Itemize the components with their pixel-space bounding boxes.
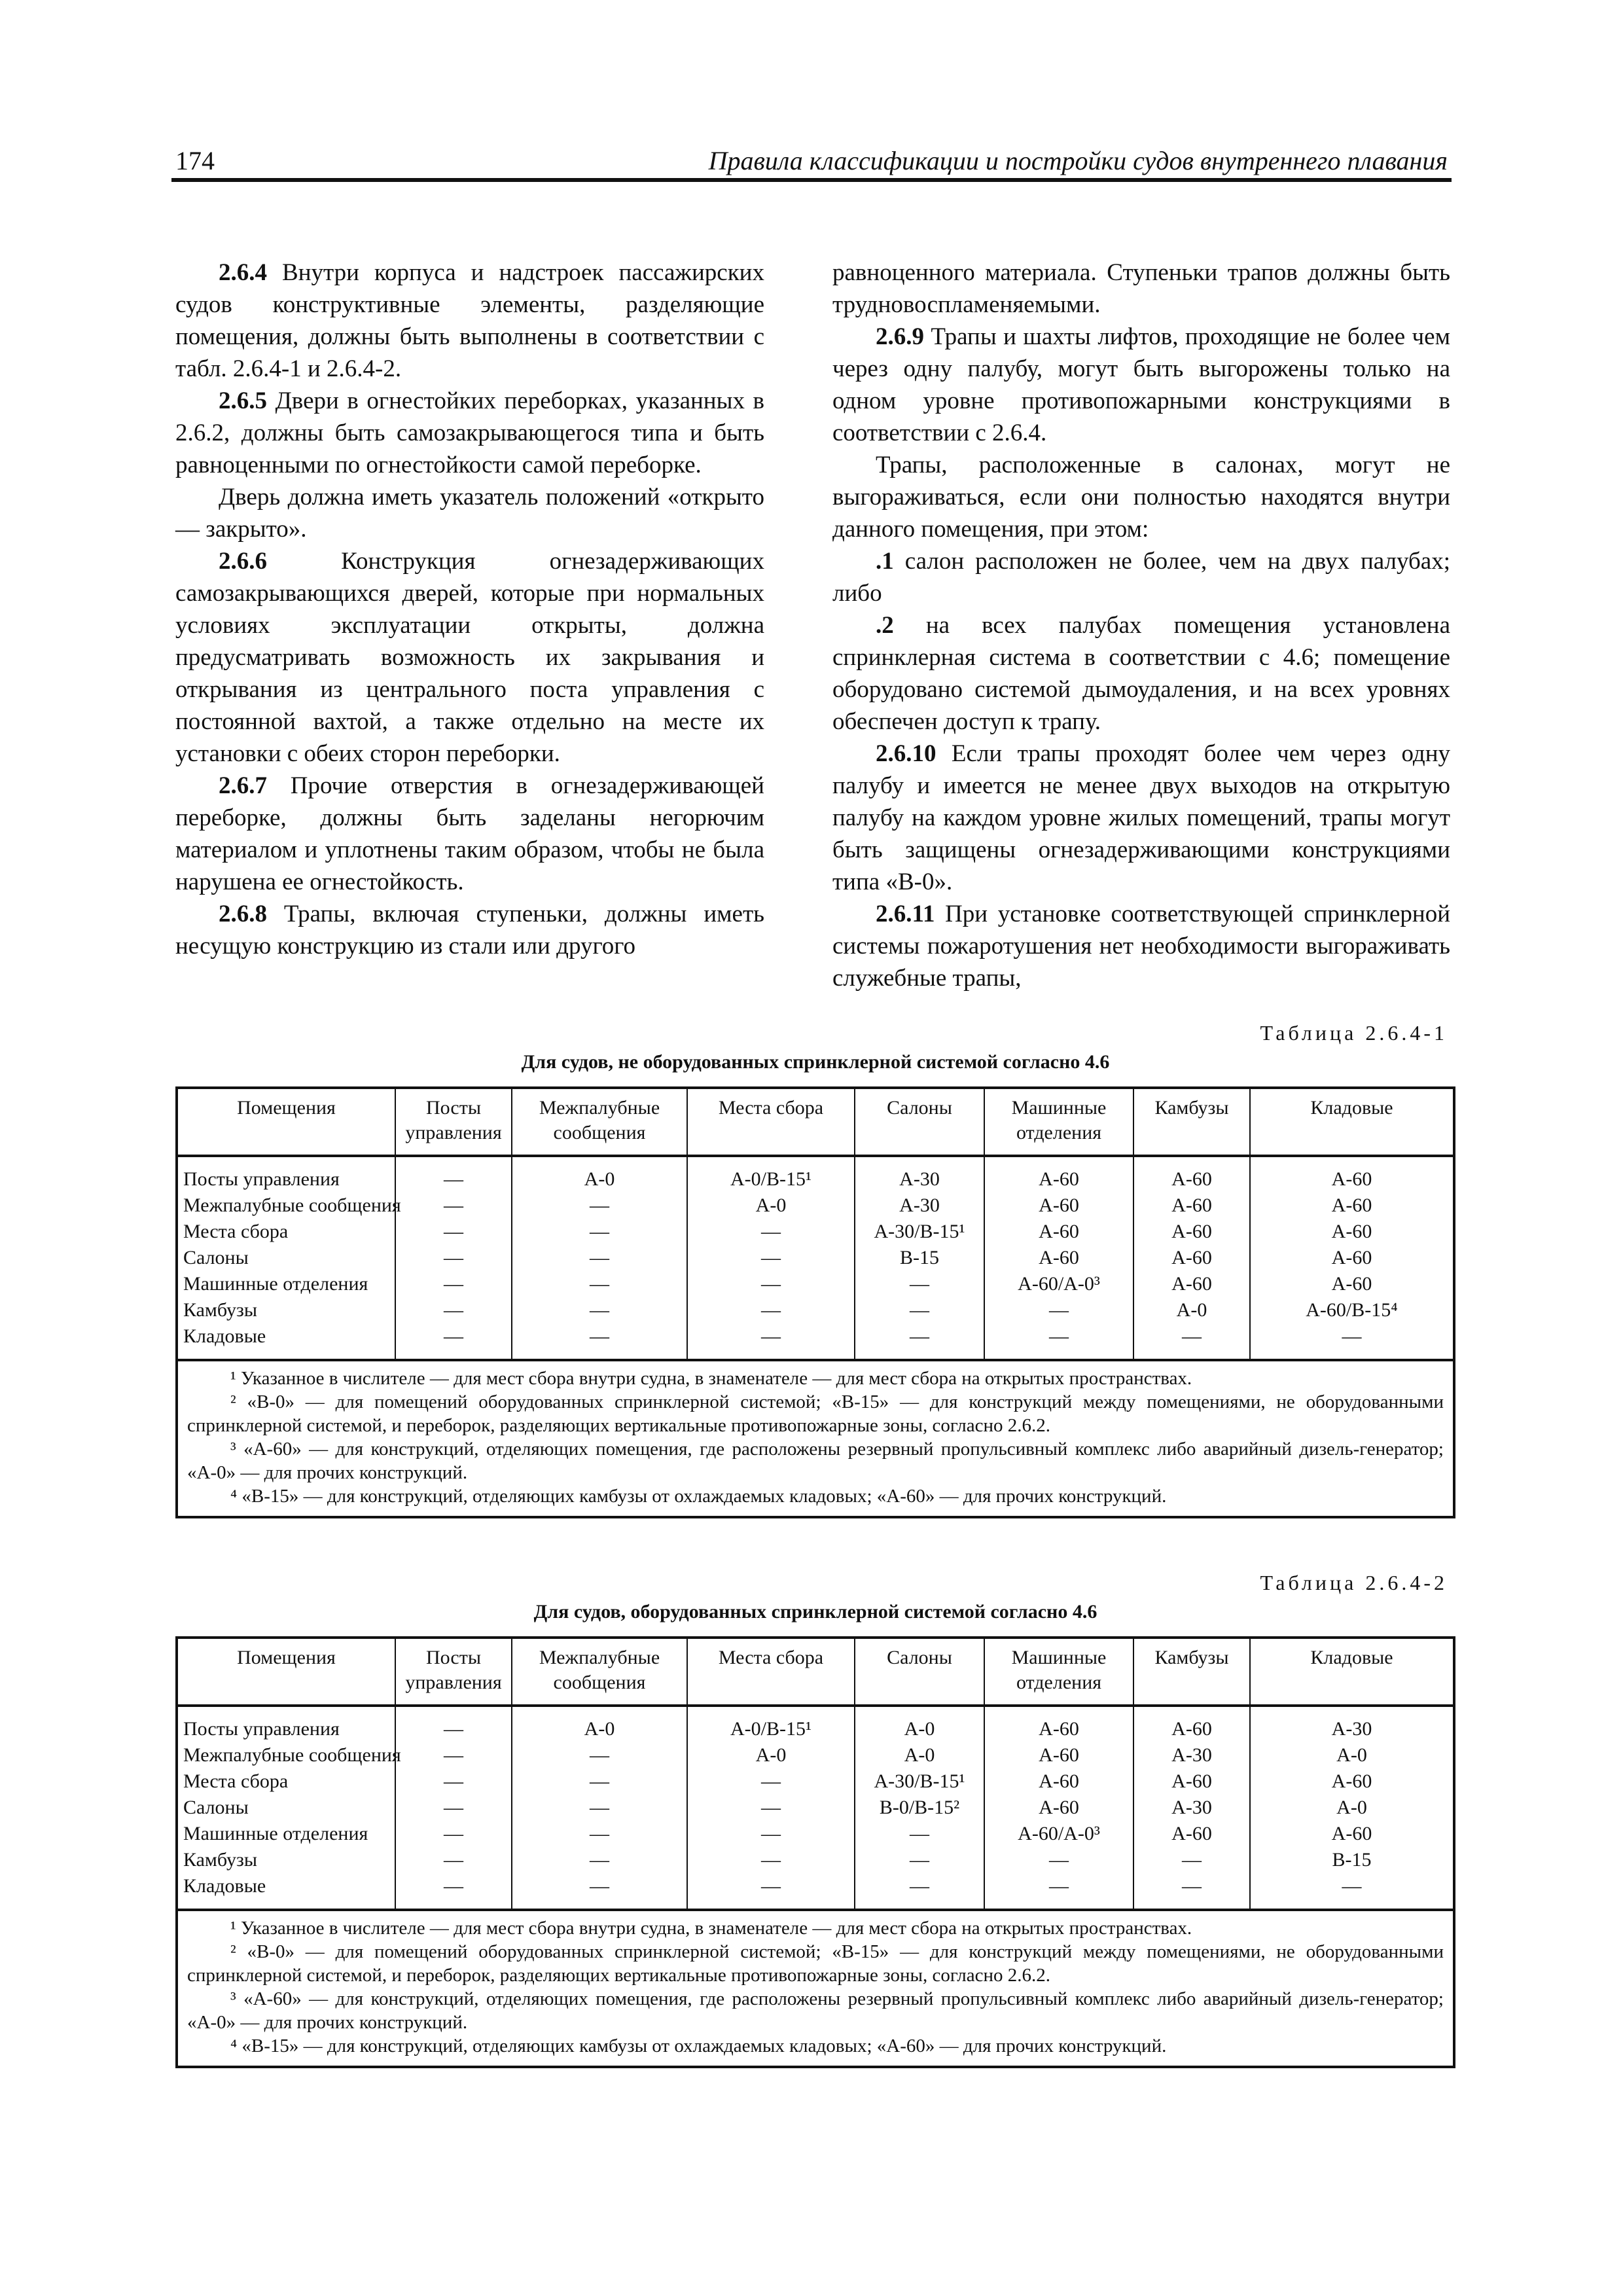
column-header: Места сбора xyxy=(687,1639,855,1706)
rating-cell: — xyxy=(395,1271,512,1297)
table-1-label: Таблица 2.6.4-1 xyxy=(1260,1021,1448,1045)
paragraph-text: Прочие отверстия в огнезадерживающей переборке, должны быть заделаны негорючим материалом и уплотнены таким образом, чтобы не была нарушена ее огнестойкость. xyxy=(175,772,764,895)
rating-cell: А-60 xyxy=(984,1706,1133,1742)
room-name: Машинные отделения xyxy=(178,1271,395,1297)
paragraph xyxy=(832,321,1450,449)
room-name: Салоны xyxy=(178,1245,395,1271)
rating-cell: А-30/В-15¹ xyxy=(855,1219,984,1245)
column-header: Помещения xyxy=(178,1089,395,1156)
column-header: Посты управления xyxy=(395,1089,512,1156)
table-row xyxy=(178,1742,1453,1768)
table-row xyxy=(178,1193,1453,1219)
column-header: Кладовые xyxy=(1310,1647,1393,1668)
rating-cell: — xyxy=(855,1297,984,1323)
rating-cell: А-60 xyxy=(984,1795,1133,1821)
rating-cell: А-60 xyxy=(984,1768,1133,1795)
room-name: Машинные отделения xyxy=(178,1821,395,1847)
rating-cell: А-0/В-15¹ xyxy=(687,1156,855,1193)
rating-cell: А-0 xyxy=(855,1706,984,1742)
rating-cell: А-30 xyxy=(1331,1718,1372,1740)
rating-cell: — xyxy=(512,1873,687,1909)
table-footnotes xyxy=(178,1359,1453,1516)
paragraph xyxy=(832,449,1450,545)
table-row xyxy=(178,1873,1453,1909)
rating-cell: А-60 xyxy=(1133,1768,1250,1795)
rating-cell: А-60 xyxy=(1331,1770,1372,1792)
table-footnotes xyxy=(178,1909,1453,2066)
rating-cell: — xyxy=(512,1193,687,1219)
room-name: Кладовые xyxy=(178,1873,395,1909)
clause-number: .1 xyxy=(876,548,894,575)
room-name: Посты управления xyxy=(178,1706,395,1742)
rating-cell: А-30/В-15¹ xyxy=(855,1768,984,1795)
rating-cell: — xyxy=(687,1219,855,1245)
table-row xyxy=(178,1706,1453,1742)
paragraph xyxy=(175,481,764,545)
rating-cell: — xyxy=(512,1795,687,1821)
footnote: ³ «А-60» — для конструкций, отделяющих помещения, где расположены резервный пропульсивный комплекс либо аварийный дизель-генератор; «А-0» — для прочих конструкций. xyxy=(187,1439,1444,1483)
left-column xyxy=(175,257,764,962)
rating-cell: — xyxy=(1133,1847,1250,1873)
rating-cell: А-60/В-15⁴ xyxy=(1306,1299,1398,1321)
table-2 xyxy=(175,1636,1455,2068)
clause-number: 2.6.5 xyxy=(219,387,267,414)
column-header: Кладовые xyxy=(1310,1097,1393,1119)
rating-cell: — xyxy=(687,1847,855,1873)
rating-cell: — xyxy=(512,1297,687,1323)
clause-number: 2.6.7 xyxy=(219,772,267,799)
column-header: Камбузы xyxy=(1133,1639,1250,1706)
rating-cell: — xyxy=(512,1742,687,1768)
rating-cell: — xyxy=(687,1821,855,1847)
room-name: Камбузы xyxy=(178,1847,395,1873)
paragraph-text: Трапы и шахты лифтов, проходящие не более чем через одну палубу, могут быть выгорожены только на одном уровне противопожарными конструкциями в соответствии с 2.6.4. xyxy=(832,323,1450,446)
rating-cell: А-60 xyxy=(1331,1823,1372,1844)
rating-cell: — xyxy=(687,1795,855,1821)
rating-cell: А-60 xyxy=(1331,1194,1372,1216)
clause-number: 2.6.9 xyxy=(876,323,924,350)
rating-cell: — xyxy=(395,1795,512,1821)
rating-cell: А-60 xyxy=(984,1156,1133,1193)
rating-cell: — xyxy=(984,1847,1133,1873)
rating-cell: — xyxy=(512,1821,687,1847)
paragraph-text: на всех палубах помещения установлена спринклерная система в соответствии с 4.6; помещение оборудовано системой дымоудаления, и на всех уровнях обеспечен доступ к трапу. xyxy=(832,612,1450,735)
rating-cell: — xyxy=(512,1271,687,1297)
column-header: Межпалубные сообщения xyxy=(512,1639,687,1706)
room-name: Посты управления xyxy=(178,1156,395,1193)
rating-cell: А-0 xyxy=(687,1742,855,1768)
table-row xyxy=(178,1271,1453,1297)
rating-cell: — xyxy=(395,1193,512,1219)
rating-cell: А-60 xyxy=(1331,1221,1372,1242)
rating-cell: — xyxy=(687,1768,855,1795)
rating-cell: А-60 xyxy=(1133,1219,1250,1245)
rating-cell: — xyxy=(395,1323,512,1359)
rating-cell: А-60 xyxy=(1133,1271,1250,1297)
paragraph xyxy=(832,545,1450,609)
table-2-title: Для судов, оборудованных спринклерной системой согласно 4.6 xyxy=(533,1601,1097,1623)
rating-cell: — xyxy=(395,1156,512,1193)
rating-cell: — xyxy=(855,1271,984,1297)
room-name: Салоны xyxy=(178,1795,395,1821)
rating-cell: — xyxy=(855,1821,984,1847)
rating-cell: — xyxy=(855,1873,984,1909)
table-1 xyxy=(175,1086,1455,1518)
rating-cell: — xyxy=(687,1323,855,1359)
rating-cell: — xyxy=(512,1245,687,1271)
rating-cell: — xyxy=(395,1297,512,1323)
rating-cell: — xyxy=(687,1297,855,1323)
rating-cell: — xyxy=(512,1768,687,1795)
rating-cell: — xyxy=(395,1706,512,1742)
paragraph-text: Двери в огнестойких переборках, указанных в 2.6.2, должны быть самозакрывающегося типа и быть равноценными по огнестойкости самой переборке. xyxy=(175,387,764,478)
rating-cell: А-60 xyxy=(1133,1706,1250,1742)
footnote: ³ «А-60» — для конструкций, отделяющих помещения, где расположены резервный пропульсивный комплекс либо аварийный дизель-генератор; «А-0» — для прочих конструкций. xyxy=(187,1988,1444,2033)
paragraph xyxy=(175,770,764,898)
rating-cell: — xyxy=(687,1245,855,1271)
column-header: Камбузы xyxy=(1133,1089,1250,1156)
rating-cell: В-15 xyxy=(855,1245,984,1271)
table-1-title: Для судов, не оборудованных спринклерной системой согласно 4.6 xyxy=(521,1051,1110,1073)
table-row xyxy=(178,1821,1453,1847)
table-row xyxy=(178,1156,1453,1193)
footnote: ² «В-0» — для помещений оборудованных спринклерной системой; «В-15» — для конструкций между помещениями, не оборудованными спринклерной системой, и переборок, разделяющих вертикальные противопожарные зоны, согласно 2.6.2. xyxy=(187,1941,1444,1986)
room-name: Межпалубные сообщения xyxy=(178,1742,395,1768)
column-header: Машинные отделения xyxy=(984,1089,1133,1156)
table-row xyxy=(178,1795,1453,1821)
rating-cell: А-0 xyxy=(855,1742,984,1768)
rating-cell: А-60 xyxy=(984,1245,1133,1271)
column-header: Салоны xyxy=(855,1639,984,1706)
column-header: Межпалубные сообщения xyxy=(512,1089,687,1156)
paragraph xyxy=(175,385,764,481)
table-2-label: Таблица 2.6.4-2 xyxy=(1260,1571,1448,1594)
column-header: Помещения xyxy=(178,1639,395,1706)
rating-cell: А-60 xyxy=(984,1193,1133,1219)
clause-number: 2.6.8 xyxy=(219,901,267,927)
rating-cell: А-30 xyxy=(855,1156,984,1193)
column-header: Посты управления xyxy=(395,1639,512,1706)
paragraph xyxy=(832,609,1450,738)
running-title: Правила классификации и постройки судов внутреннего плавания xyxy=(708,146,1448,175)
paragraph-text: Трапы, включая ступеньки, должны иметь несущую конструкцию из стали или другого xyxy=(175,901,764,960)
footnote: ⁴ «В-15» — для конструкций, отделяющих камбузы от охлаждаемых кладовых; «А-60» — для прочих конструкций. xyxy=(230,2036,1167,2056)
clause-number: 2.6.6 xyxy=(219,548,267,575)
rating-cell: — xyxy=(984,1873,1133,1909)
table-row xyxy=(178,1323,1453,1359)
table-row xyxy=(178,1768,1453,1795)
rating-cell: А-60 xyxy=(1331,1273,1372,1295)
rating-cell: А-0 xyxy=(1336,1744,1367,1766)
rating-cell: А-60 xyxy=(1133,1821,1250,1847)
right-column xyxy=(832,257,1450,994)
paragraph xyxy=(832,738,1450,898)
rating-cell: — xyxy=(984,1323,1133,1359)
rating-cell: — xyxy=(512,1847,687,1873)
clause-number: .2 xyxy=(876,612,894,639)
paragraph xyxy=(175,257,764,385)
fire-rating-table xyxy=(178,1639,1453,1909)
rating-cell: А-60 xyxy=(984,1219,1133,1245)
clause-number: 2.6.11 xyxy=(876,901,935,927)
paragraph-text: Конструкция огнезадерживающих самозакрывающихся дверей, которые при нормальных условиях эксплуатации открыты, должна предусматривать возможность их закрывания и открывания из центрального поста управления с постоянной вахтой, а также отдельно на месте их установки с обеих сторон переборки. xyxy=(175,548,764,767)
room-name: Места сбора xyxy=(178,1219,395,1245)
footnote: ¹ Указанное в числителе — для мест сбора внутри судна, в знаменателе — для мест сбора на открытых пространствах. xyxy=(230,1368,1192,1389)
table-row xyxy=(178,1219,1453,1245)
rating-cell: А-0 xyxy=(687,1193,855,1219)
rating-cell: — xyxy=(395,1245,512,1271)
page-number: 174 xyxy=(175,146,215,175)
paragraph xyxy=(832,898,1450,994)
rating-cell: — xyxy=(395,1847,512,1873)
rating-cell: — xyxy=(395,1742,512,1768)
rating-cell: — xyxy=(395,1219,512,1245)
room-name: Места сбора xyxy=(178,1768,395,1795)
rating-cell: — xyxy=(1342,1325,1362,1347)
paragraph-text: Если трапы проходят более чем через одну палубу и имеется не менее двух выходов на открытую палубу на каждом уровне жилых помещений, трапы могут быть защищены огнезадерживающими конструкциями типа «В-0». xyxy=(832,740,1450,895)
rating-cell: А-0 xyxy=(1133,1297,1250,1323)
rating-cell: А-0 xyxy=(1336,1797,1367,1818)
rating-cell: А-0 xyxy=(512,1156,687,1193)
paragraph-text: Дверь должна иметь указатель положений «открыто — закрыто». xyxy=(175,484,764,543)
rating-cell: — xyxy=(1133,1873,1250,1909)
rating-cell: — xyxy=(512,1219,687,1245)
table-row xyxy=(178,1297,1453,1323)
header-rule xyxy=(171,178,1452,182)
paragraph xyxy=(175,898,764,962)
rating-cell: А-30 xyxy=(855,1193,984,1219)
paragraph-text: салон расположен не более, чем на двух палубах; либо xyxy=(832,548,1450,607)
rating-cell: А-60/А-0³ xyxy=(984,1271,1133,1297)
rating-cell: А-60 xyxy=(1133,1245,1250,1271)
rating-cell: А-60 xyxy=(1133,1193,1250,1219)
rating-cell: — xyxy=(1342,1875,1362,1897)
paragraph-text: При установке соответствующей спринклерной системы пожаротушения нет необходимости выгораживать служебные трапы, xyxy=(832,901,1450,992)
rating-cell: В-0/В-15² xyxy=(855,1795,984,1821)
rating-cell: А-30 xyxy=(1133,1795,1250,1821)
column-header: Машинные отделения xyxy=(984,1639,1133,1706)
header-row xyxy=(178,1639,1453,1706)
footnote: ¹ Указанное в числителе — для мест сбора внутри судна, в знаменателе — для мест сбора на открытых пространствах. xyxy=(230,1918,1192,1939)
rating-cell: — xyxy=(855,1323,984,1359)
room-name: Камбузы xyxy=(178,1297,395,1323)
rating-cell: В-15 xyxy=(1332,1849,1372,1871)
rating-cell: А-60 xyxy=(984,1742,1133,1768)
paragraph: равноценного материала. Ступеньки трапов должны быть трудновоспламеняемыми. xyxy=(832,259,1450,318)
rating-cell: А-0/В-15¹ xyxy=(687,1706,855,1742)
clause-number: 2.6.10 xyxy=(876,740,936,767)
table-row xyxy=(178,1245,1453,1271)
footnote: ² «В-0» — для помещений оборудованных спринклерной системой; «В-15» — для конструкций между помещениями, не оборудованными спринклерной системой, и переборок, разделяющих вертикальные противопожарные зоны, согласно 2.6.2. xyxy=(187,1391,1444,1436)
rating-cell: А-60 xyxy=(1331,1168,1372,1190)
rating-cell: — xyxy=(984,1297,1133,1323)
rating-cell: — xyxy=(395,1873,512,1909)
paragraph-text: Трапы, расположенные в салонах, могут не выгораживаться, если они полностью находятся внутри данного помещения, при этом: xyxy=(832,452,1450,543)
paragraph-text: Внутри корпуса и надстроек пассажирских судов конструктивные элементы, разделяющие помещения, должны быть выполнены в соответствии с табл. 2.6.4-1 и 2.6.4-2. xyxy=(175,259,764,382)
rating-cell: — xyxy=(395,1768,512,1795)
rating-cell: — xyxy=(687,1271,855,1297)
room-name: Межпалубные сообщения xyxy=(178,1193,395,1219)
header-row xyxy=(178,1089,1453,1156)
footnote: ⁴ «В-15» — для конструкций, отделяющих камбузы от охлаждаемых кладовых; «А-60» — для прочих конструкций. xyxy=(230,1486,1167,1507)
rating-cell: А-60 xyxy=(1133,1156,1250,1193)
rating-cell: А-0 xyxy=(512,1706,687,1742)
rating-cell: — xyxy=(855,1847,984,1873)
clause-number: 2.6.4 xyxy=(219,259,267,286)
paragraph xyxy=(175,545,764,770)
room-name: Кладовые xyxy=(178,1323,395,1359)
column-header: Салоны xyxy=(855,1089,984,1156)
rating-cell: — xyxy=(512,1323,687,1359)
fire-rating-table xyxy=(178,1089,1453,1359)
rating-cell: — xyxy=(395,1821,512,1847)
table-row xyxy=(178,1847,1453,1873)
column-header: Места сбора xyxy=(687,1089,855,1156)
rating-cell: — xyxy=(1133,1323,1250,1359)
rating-cell: А-60/А-0³ xyxy=(984,1821,1133,1847)
rating-cell: — xyxy=(687,1873,855,1909)
rating-cell: А-30 xyxy=(1133,1742,1250,1768)
rating-cell: А-60 xyxy=(1331,1247,1372,1268)
